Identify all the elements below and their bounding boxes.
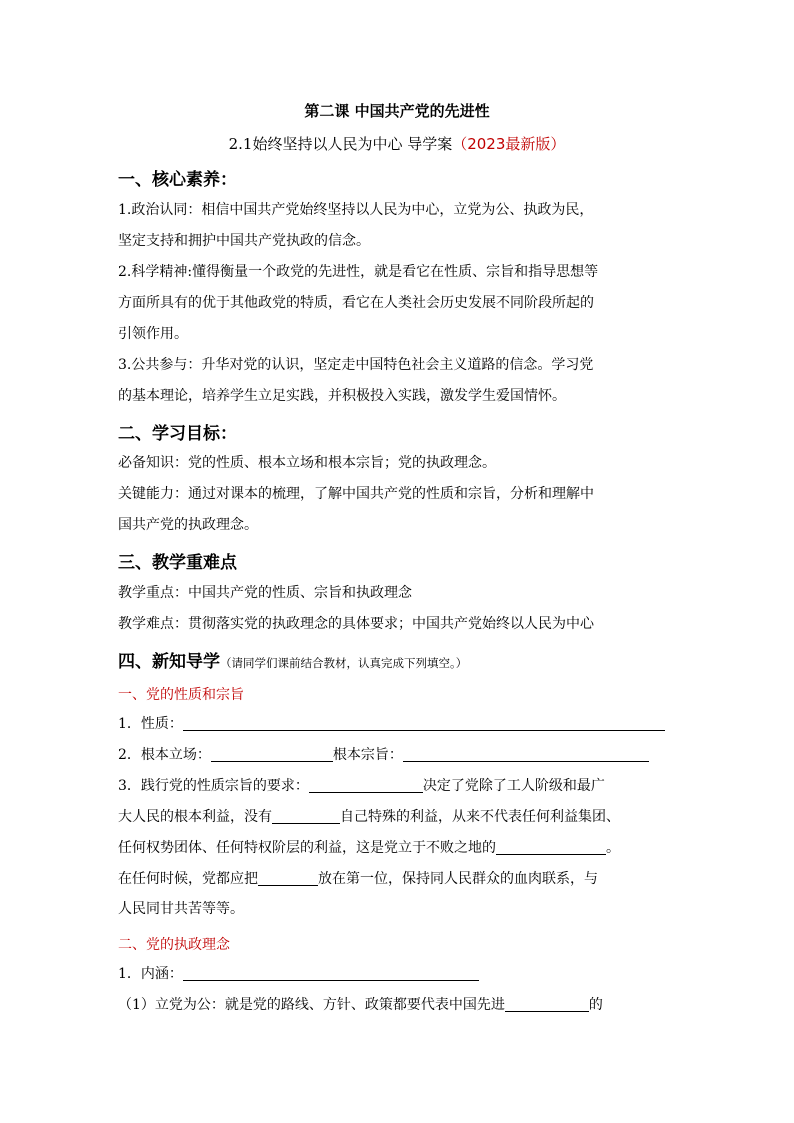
answer-blank[interactable] bbox=[211, 747, 333, 762]
paragraph-line: 2.科学精神:懂得衡量一个政党的先进性，就是看它在性质、宗旨和指导思想等 bbox=[118, 264, 599, 280]
answer-blank[interactable] bbox=[505, 997, 589, 1012]
paragraph-line: 引领作用。 bbox=[118, 326, 188, 342]
paragraph-line: 3.公共参与：升华对党的认识，坚定走中国特色社会主义道路的信念。学习党 bbox=[118, 357, 594, 373]
paragraph-line: 的基本理论，培养学生立足实践，并积极投入实践，激发学生爱国情怀。 bbox=[118, 388, 566, 404]
question-text: 任何权势团体、任何特权阶层的利益，这是党立于不败之地的 bbox=[118, 840, 496, 856]
question-label: 1．内涵： bbox=[118, 966, 183, 982]
fill-question-1 bbox=[118, 716, 688, 731]
question-text: （1）立党为公：就是党的路线、方针、政策都要代表中国先进 bbox=[118, 997, 505, 1013]
fill-question-4 bbox=[118, 966, 688, 981]
paragraph-line: 必备知识：党的性质、根本立场和根本宗旨；党的执政理念。 bbox=[118, 455, 496, 471]
question-label: 2．根本立场： bbox=[118, 747, 211, 763]
answer-blank[interactable] bbox=[183, 716, 665, 731]
paragraph-line: 1.政治认同：相信中国共产党始终坚持以人民为中心，立党为公、执政为民， bbox=[118, 202, 594, 218]
heading-note: （请同学们课前结合教材，认真完成下列填空。） bbox=[220, 656, 468, 670]
question-text: 。 bbox=[606, 840, 620, 856]
heading-text: 四、新知导学 bbox=[118, 652, 220, 672]
answer-blank[interactable] bbox=[272, 809, 340, 824]
subheading-nature-purpose: 一、党的性质和宗旨 bbox=[118, 687, 244, 703]
question-text: 决定了党除了工人阶级和最广 bbox=[422, 778, 605, 794]
subtitle-tag: （2023最新版） bbox=[452, 135, 566, 153]
heading-key-difficulties: 三、教学重难点 bbox=[118, 553, 237, 573]
answer-blank[interactable] bbox=[403, 747, 649, 762]
document-subtitle bbox=[0, 133, 794, 154]
question-text: 大人民的根本利益，没有 bbox=[118, 809, 272, 825]
answer-blank[interactable] bbox=[183, 966, 479, 981]
question-text: 在任何时候，党都应把 bbox=[118, 871, 258, 887]
question-label: 3．践行党的性质宗旨的要求： bbox=[118, 778, 309, 794]
heading-core-literacy: 一、核心素养： bbox=[118, 170, 237, 190]
fill-question-3-line5: 人民同甘共苦等等。 bbox=[118, 901, 244, 917]
paragraph-line: 国共产党的执政理念。 bbox=[118, 517, 258, 533]
answer-blank[interactable] bbox=[309, 778, 423, 793]
subheading-governing-philosophy: 二、党的执政理念 bbox=[118, 937, 230, 953]
heading-new-knowledge bbox=[118, 647, 467, 672]
heading-learning-goals: 二、学习目标： bbox=[118, 424, 237, 444]
paragraph-line: 教学重点：中国共产党的性质、宗旨和执政理念 bbox=[118, 585, 412, 601]
paragraph-line: 方面所具有的优于其他政党的特质，看它在人类社会历史发展不同阶段所起的 bbox=[118, 295, 594, 311]
paragraph-line: 坚定支持和拥护中国共产党执政的信念。 bbox=[118, 233, 370, 249]
fill-question-2 bbox=[118, 747, 688, 762]
fill-question-3-line4 bbox=[118, 871, 688, 886]
fill-question-5 bbox=[118, 997, 688, 1012]
fill-question-3-line2 bbox=[118, 809, 688, 824]
answer-blank[interactable] bbox=[496, 840, 606, 855]
question-label: 根本宗旨： bbox=[332, 747, 403, 763]
paragraph-line: 关键能力：通过对课本的梳理，了解中国共产党的性质和宗旨，分析和理解中 bbox=[118, 486, 594, 502]
fill-question-3 bbox=[118, 778, 688, 793]
question-text: 放在第一位，保持同人民群众的血肉联系，与 bbox=[318, 871, 598, 887]
subtitle-main: 2.1始终坚持以人民为中心 导学案 bbox=[228, 135, 453, 153]
paragraph-line: 教学难点：贯彻落实党的执政理念的具体要求；中国共产党始终以人民为中心 bbox=[118, 616, 594, 632]
question-text: 自己特殊的利益，从来不代表任何利益集团、 bbox=[340, 809, 620, 825]
document-title: 第二课 中国共产党的先进性 bbox=[304, 102, 490, 120]
fill-question-3-line3 bbox=[118, 840, 688, 855]
question-label: 1．性质： bbox=[118, 716, 183, 732]
question-text: 的 bbox=[588, 997, 603, 1013]
answer-blank[interactable] bbox=[258, 871, 318, 886]
